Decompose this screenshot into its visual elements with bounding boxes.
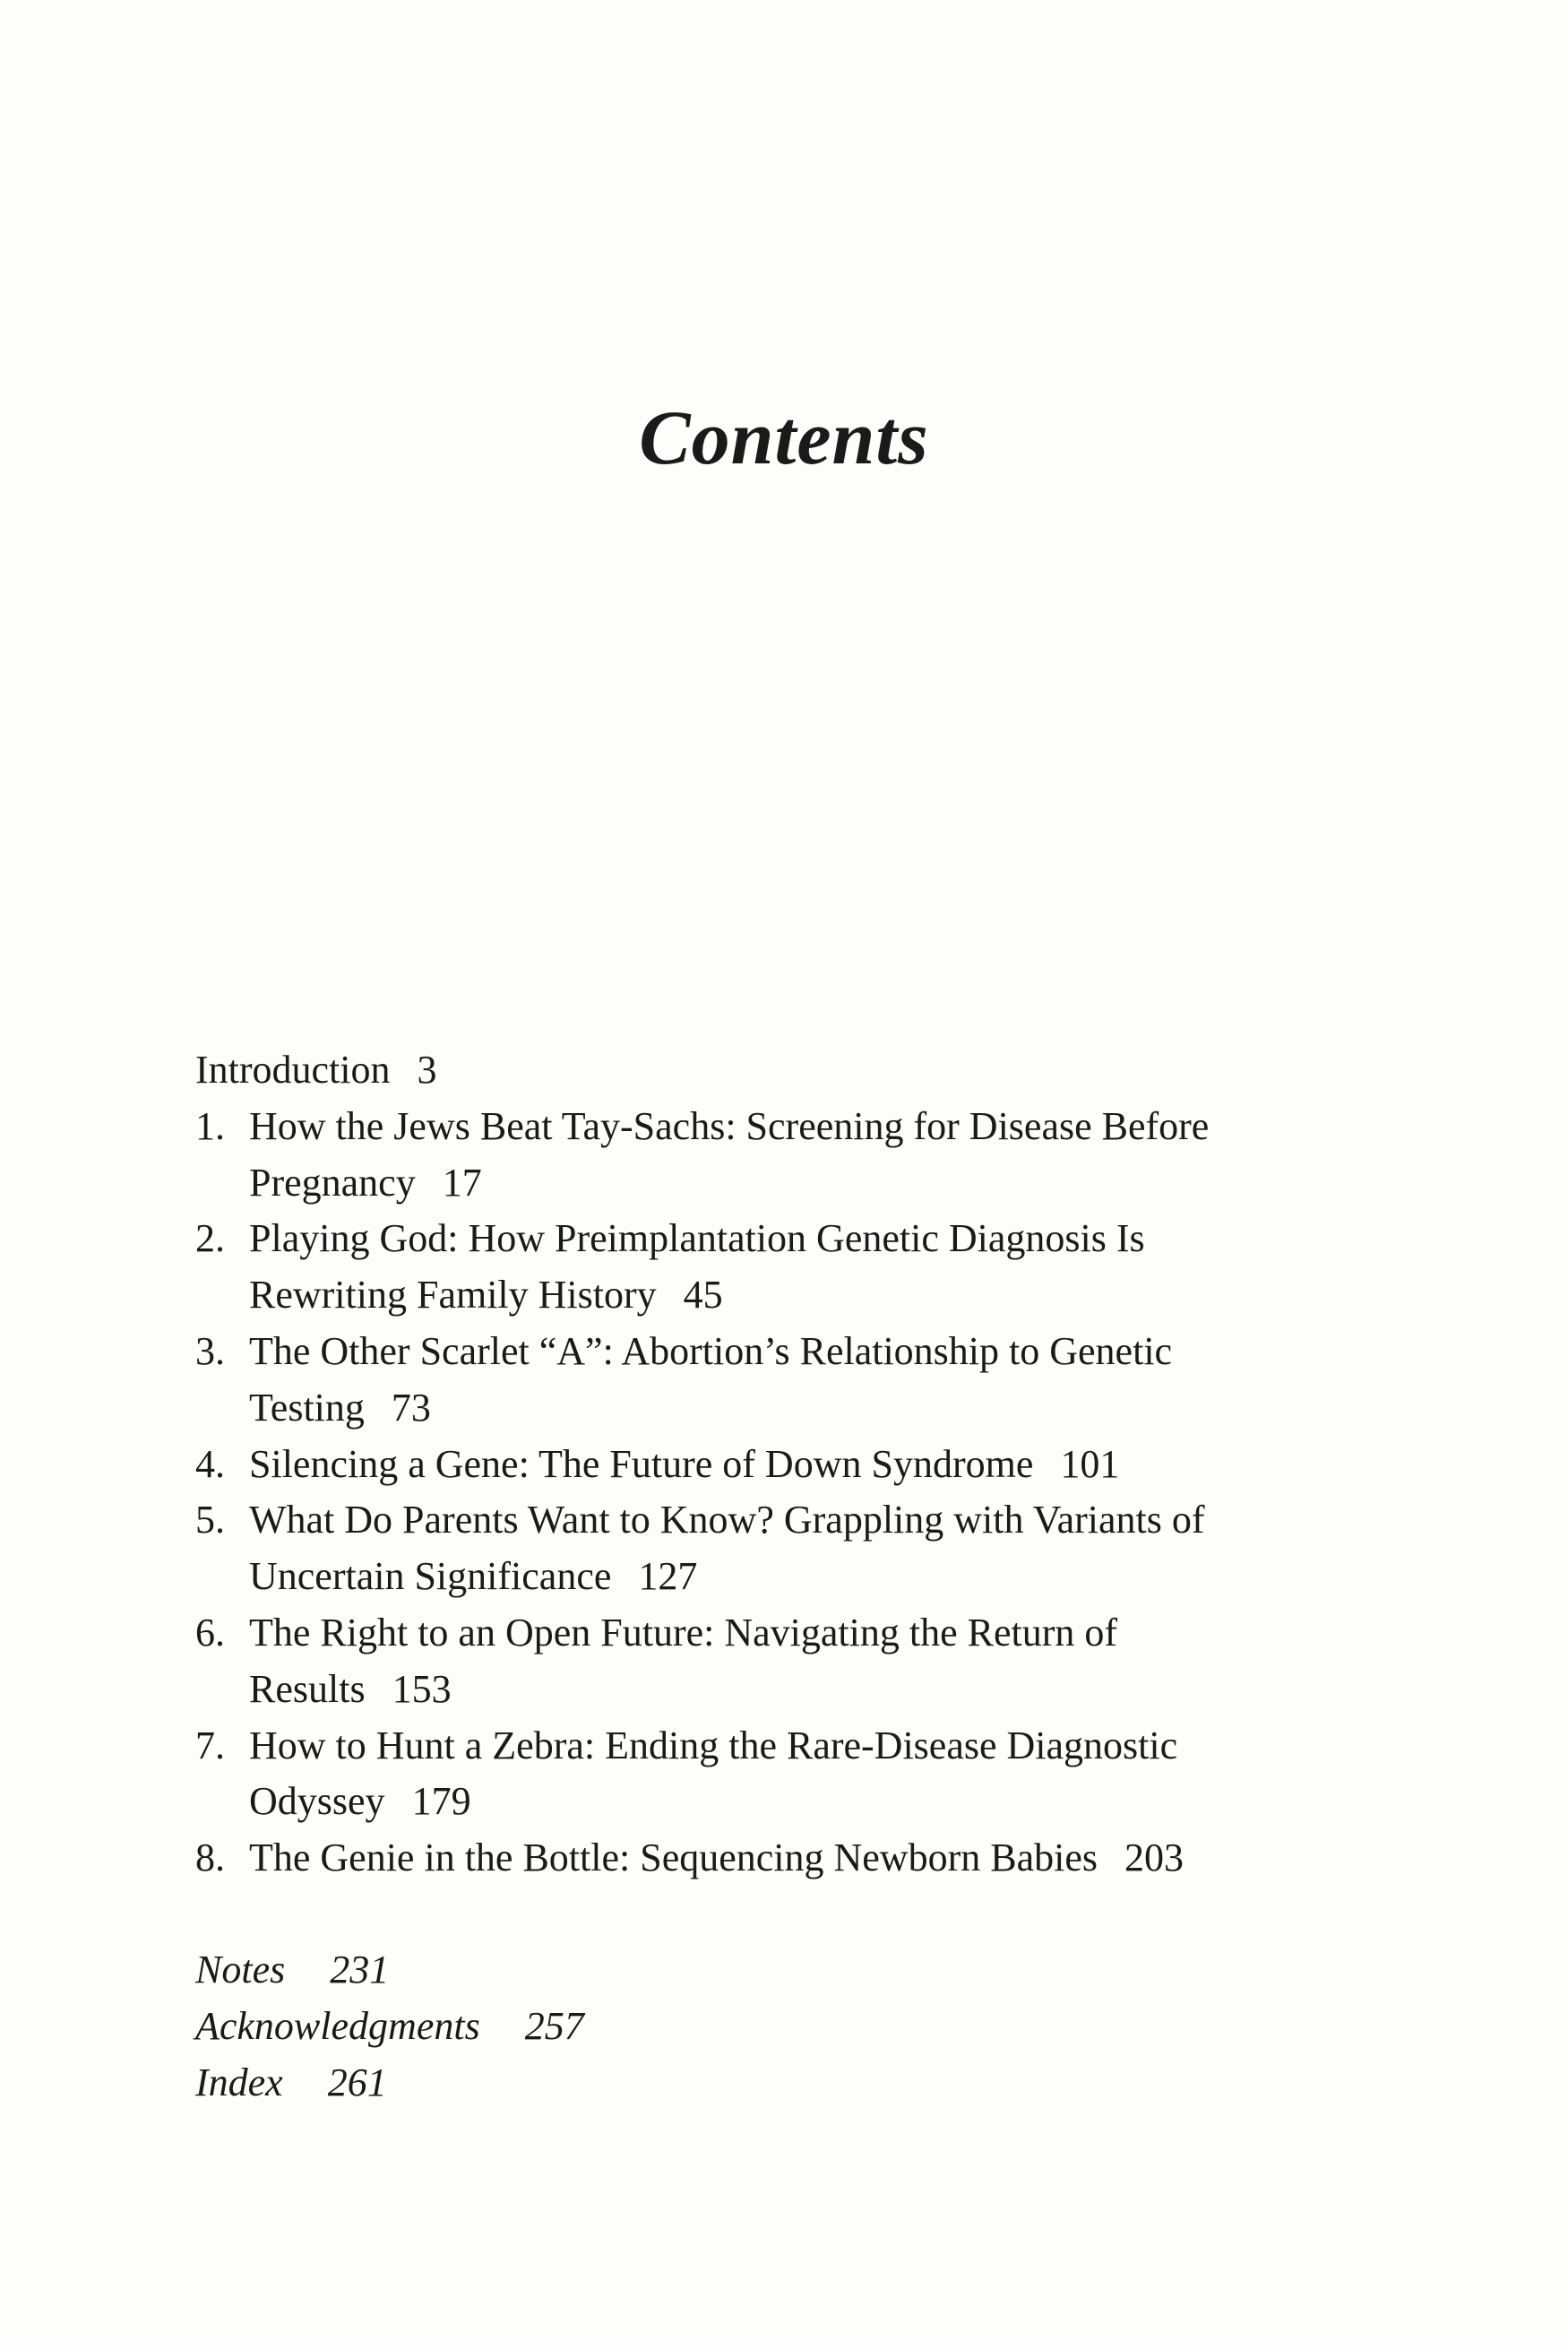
chapter-title-line-2: Testing xyxy=(249,1385,365,1430)
page-number: 257 xyxy=(524,2003,584,2048)
chapter-title-line-1: What Do Parents Want to Know? Grappling with Variants of xyxy=(249,1498,1205,1542)
page-number: 231 xyxy=(330,1948,390,1991)
toc-entry-introduction xyxy=(195,1042,1396,1099)
entry-title: Notes xyxy=(195,1948,286,1991)
toc-entry-chapter-1-cont xyxy=(195,1155,1396,1212)
toc-entry-chapter-3-cont xyxy=(195,1380,1396,1437)
chapter-number: 2. xyxy=(195,1216,225,1261)
back-matter xyxy=(195,1942,584,2111)
chapter-title-line-2: Rewriting Family History xyxy=(249,1273,657,1318)
toc-entry-chapter-2 xyxy=(195,1211,1396,1267)
table-of-contents xyxy=(195,1042,1396,1887)
toc-entry-chapter-7-cont xyxy=(195,1774,1396,1830)
chapter-title-line-1: The Other Scarlet “A”: Abortion’s Relationship to Genetic xyxy=(249,1328,1173,1373)
page-number: 3 xyxy=(417,1048,437,1092)
page-number: 127 xyxy=(638,1554,698,1599)
entry-title: Acknowledgments xyxy=(195,2003,480,2048)
page-number: 45 xyxy=(683,1273,723,1318)
chapter-title-line-1: Playing God: How Preimplantation Genetic Diagnosis Is xyxy=(249,1216,1145,1261)
page-number: 179 xyxy=(411,1779,471,1824)
toc-entry-chapter-3 xyxy=(195,1324,1396,1380)
chapter-title-line-1: The Right to an Open Future: Navigating the Return of xyxy=(249,1610,1118,1655)
chapter-number: 6. xyxy=(195,1610,225,1655)
page-number: 73 xyxy=(391,1385,431,1430)
chapter-number: 8. xyxy=(195,1836,225,1880)
chapter-number: 1. xyxy=(195,1103,225,1148)
page-number: 101 xyxy=(1060,1441,1120,1486)
toc-entry-chapter-6 xyxy=(195,1605,1396,1662)
toc-entry-notes xyxy=(195,1942,584,1999)
chapter-title-line-2: Results xyxy=(249,1666,366,1711)
chapter-number: 7. xyxy=(195,1723,225,1767)
chapter-title-line-1: How to Hunt a Zebra: Ending the Rare-Disease Diagnostic xyxy=(249,1723,1178,1767)
chapter-title-line-2: Odyssey xyxy=(249,1779,385,1824)
toc-entry-chapter-1 xyxy=(195,1099,1396,1155)
page-number: 261 xyxy=(327,2060,387,2104)
chapter-number: 3. xyxy=(195,1328,225,1373)
toc-entry-chapter-8 xyxy=(195,1830,1396,1887)
page-title: Contents xyxy=(639,393,929,480)
toc-entry-chapter-6-cont xyxy=(195,1662,1396,1718)
chapter-title-line-1: The Genie in the Bottle: Sequencing Newborn Babies xyxy=(249,1836,1098,1880)
chapter-title-line-2: Uncertain Significance xyxy=(249,1554,612,1599)
toc-entry-chapter-7 xyxy=(195,1718,1396,1775)
chapter-title-line-2: Pregnancy xyxy=(249,1160,416,1205)
toc-entry-chapter-4 xyxy=(195,1437,1396,1493)
chapter-number: 4. xyxy=(195,1441,225,1486)
entry-title: Index xyxy=(195,2060,283,2104)
entry-title: Introduction xyxy=(195,1048,391,1092)
chapter-title-line-1: How the Jews Beat Tay-Sachs: Screening for Disease Before xyxy=(249,1103,1210,1148)
toc-entry-index xyxy=(195,2055,584,2112)
toc-entry-chapter-5 xyxy=(195,1492,1396,1549)
chapter-number: 5. xyxy=(195,1498,225,1542)
page-number: 17 xyxy=(442,1160,482,1205)
toc-entry-chapter-5-cont xyxy=(195,1549,1396,1605)
page-number: 153 xyxy=(392,1666,452,1711)
page-number: 203 xyxy=(1124,1836,1184,1880)
toc-entry-chapter-2-cont xyxy=(195,1267,1396,1324)
chapter-title-line-1: Silencing a Gene: The Future of Down Syndrome xyxy=(249,1441,1034,1486)
toc-entry-acknowledgments xyxy=(195,1999,584,2055)
